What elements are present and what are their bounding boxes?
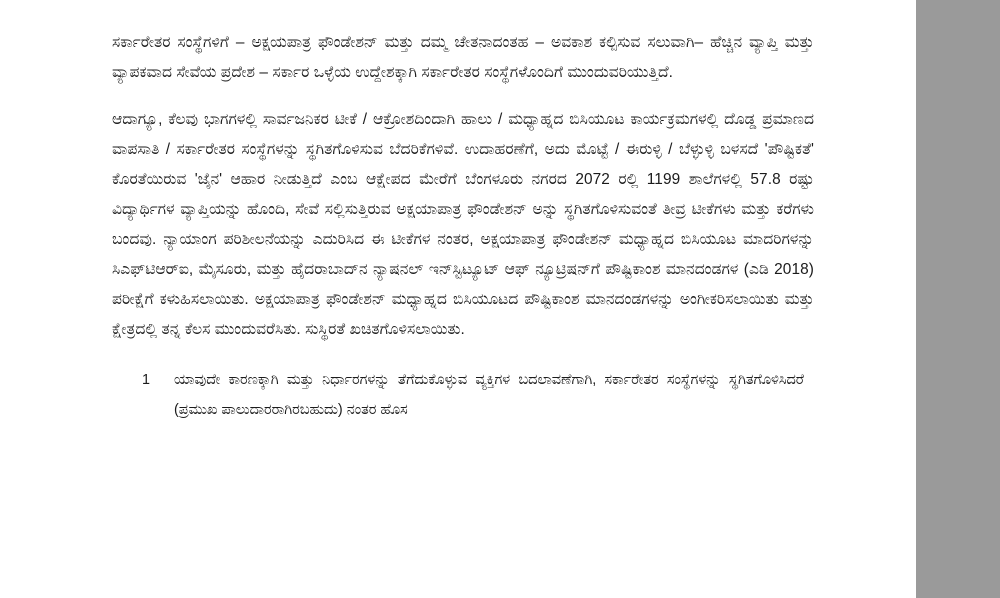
- paragraph-2: ಆದಾಗ್ಯೂ, ಕೆಲವು ಭಾಗಗಳಲ್ಲಿ ಸಾರ್ವಜನಿಕರ ಟೀಕೆ / ಆಕ್ರೋಶದಿಂದಾಗಿ ಹಾಲು / ಮಧ್ಯಾಹ್ನದ ಬಿಸಿಯೂಟ ಕಾರ್ಯಕ್ರಮಗಳಲ್ಲಿ ದೊಡ್ಡ ಪ್ರಮಾಣದ ವಾಪಸಾತಿ / ಸರ್ಕಾರೇತರ ಸಂಸ್ಥೆಗಳನ್ನು ಸ್ಥಗಿತಗೊಳಿಸುವ ಬೆದರಿಕೆಗಳಿವೆ. ಉದಾಹರಣೆಗೆ, ಅದು ಮೊಟ್ಟೆ / ಈರುಳ್ಳಿ / ಬೆಳ್ಳುಳ್ಳಿ ಬಳಸದೆ 'ಪೌಷ್ಟಿಕತೆ' ಕೊರತೆಯಿರುವ 'ಜೈನ' ಆಹಾರ ನೀಡುತ್ತಿದೆ ಎಂಬ ಆಕ್ಷೇಪದ ಮೇರೆಗೆ ಬೆಂಗಳೂರು ನಗರದ 2072 ರಲ್ಲಿ 1199 ಶಾಲೆಗಳಲ್ಲಿ 57.8 ರಷ್ಟು ವಿದ್ಯಾರ್ಥಿಗಳ ವ್ಯಾಪ್ತಿಯನ್ನು ಹೊಂದಿ, ಸೇವೆ ಸಲ್ಲಿಸುತ್ತಿರುವ ಅಕ್ಷಯಾಪಾತ್ರ ಫೌಂಡೇಶನ್ ಅನ್ನು ಸ್ಥಗಿತಗೊಳಿಸುವಂತೆ ತೀವ್ರ ಟೀಕೆಗಳು ಮತ್ತು ಕರೆಗಳು ಬಂದವು. ನ್ಯಾಯಾಂಗ ಪರಿಶೀಲನೆಯನ್ನು ಎದುರಿಸಿದ ಈ ಟೀಕೆಗಳ ನಂತರ, ಅಕ್ಷಯಾಪಾತ್ರ ಫೌಂಡೇಶನ್ ಮಧ್ಯಾಹ್ನದ ಬಿಸಿಯೂಟ ಮಾದರಿಗಳನ್ನು ಸಿಎಫ್‌ಟಿಆರ್‌ಐ, ಮೈಸೂರು, ಮತ್ತು ಹೈದರಾಬಾದ್‌ನ ನ್ಯಾಷನಲ್ ಇನ್‌ಸ್ಟಿಟ್ಯೂಟ್ ಆಫ್ ನ್ಯೂಟ್ರಿಷನ್‌ಗೆ ಪೌಷ್ಟಿಕಾಂಶ ಮಾನದಂಡಗಳ (ಎಡಿ 2018) ಪರೀಕ್ಷೆಗೆ ಕಳುಹಿಸಲಾಯಿತು. ಅಕ್ಷಯಾಪಾತ್ರ ಫೌಂಡೇಶನ್ ಮಧ್ಯಾಹ್ನದ ಬಿಸಿಯೂಟದ ಪೌಷ್ಟಿಕಾಂಶ ಮಾನದಂಡಗಳನ್ನು ಅಂಗೀಕರಿಸಲಾಯಿತು ಮತ್ತು ಕ್ಷೇತ್ರದಲ್ಲಿ ತನ್ನ ಕೆಲಸ ಮುಂದುವರೆಸಿತು. ಸುಸ್ಥಿರತೆ ಖಚಿತಗೊಳಿಸಲಾಯಿತು.: [112, 111, 814, 338]
- page-right-margin: [916, 0, 1000, 598]
- list-item-text: ಯಾವುದೇ ಕಾರಣಕ್ಕಾಗಿ ಮತ್ತು ನಿರ್ಧಾರಗಳನ್ನು ತೆಗೆದುಕೊಳ್ಳುವ ವ್ಯಕ್ತಿಗಳ ಬದಲಾವಣೆಗಾಗಿ, ಸರ್ಕಾರೇತರ ಸಂಸ್ಥೆಗಳನ್ನು ಸ್ಥಗಿತಗೊಳಿಸಿದರೆ (ಪ್ರಮುಖ ಪಾಲುದಾರರಾಗಿರಬಹುದು) ನಂತರ ಹೊಸ: [174, 372, 804, 418]
- paragraph-1: ಸರ್ಕಾರೇತರ ಸಂಸ್ಥೆಗಳಿಗೆ – ಅಕ್ಷಯಪಾತ್ರ ಫೌಂಡೇಶನ್ ಮತ್ತು ದಮ್ಮ ಚೇತನಾದಂತಹ – ಅವಕಾಶ ಕಲ್ಪಿಸುವ ಸಲುವಾಗಿ– ಹೆಚ್ಚಿನ ವ್ಯಾಪ್ತಿ ಮತ್ತು ವ್ಯಾಪಕವಾದ ಸೇವೆಯ ಪ್ರದೇಶ – ಸರ್ಕಾರ ಒಳ್ಳೆಯ ಉದ್ದೇಶಕ್ಕಾಗಿ ಸರ್ಕಾರೇತರ ಸಂಸ್ಥೆಗಳೊಂದಿಗೆ ಮುಂದುವರಿಯುತ್ತಿದೆ.: [112, 34, 814, 81]
- list-item-number: 1: [142, 372, 151, 388]
- numbered-list: [112, 365, 814, 425]
- list-item: [138, 365, 814, 425]
